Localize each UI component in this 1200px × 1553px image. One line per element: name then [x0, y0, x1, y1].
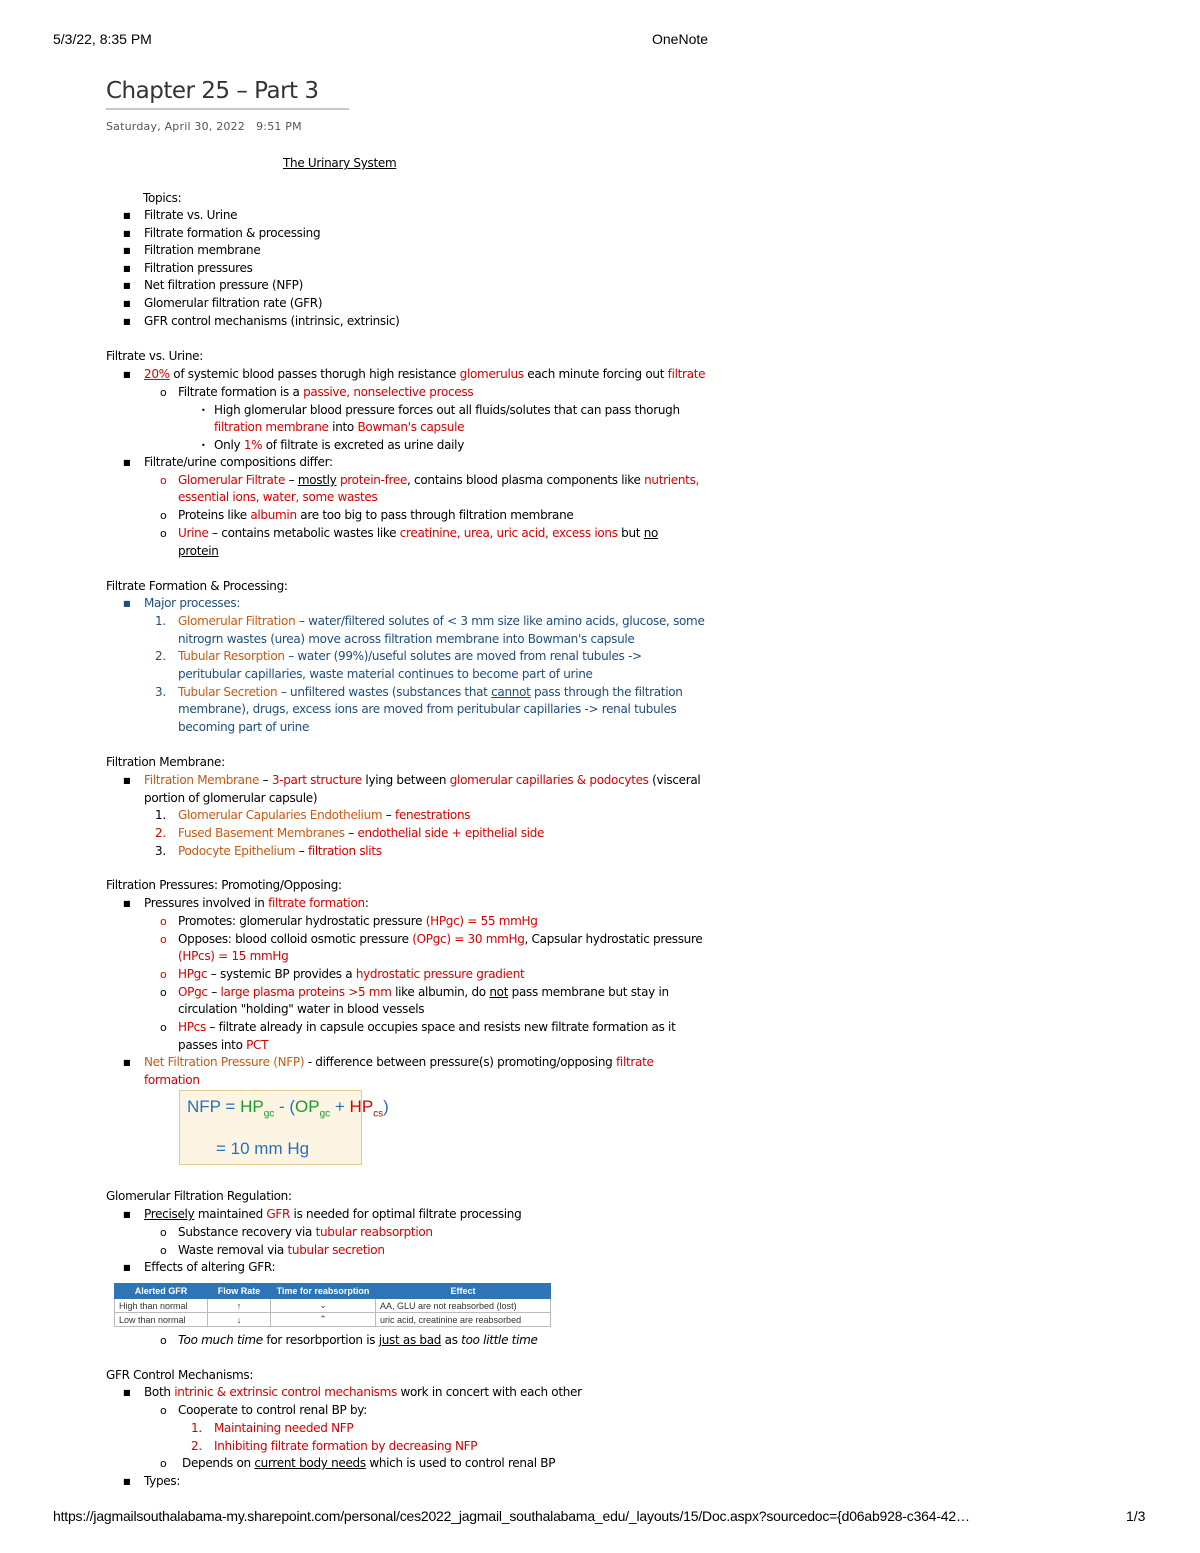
circle-bullet-icon: o — [160, 1244, 167, 1257]
table-header: Effect — [376, 1284, 551, 1299]
down-chevron-icon: ⌄ — [271, 1299, 376, 1313]
table-cell: AA, GLU are not reabsorbed (lost) — [376, 1299, 551, 1313]
list-item: 20% of systemic blood passes thorugh high resistance glomerulus each minute forcing out filtrate — [144, 367, 706, 381]
list-item-continued: filtration membrane into Bowman's capsule — [214, 420, 465, 434]
table-header: Flow Rate — [208, 1284, 271, 1299]
list-item: Only 1% of filtrate is excreted as urine daily — [214, 438, 465, 452]
circle-bullet-icon: o — [160, 509, 167, 522]
title-underline — [106, 108, 349, 110]
table-header-row — [115, 1284, 551, 1299]
subject-heading: The Urinary System — [283, 156, 397, 170]
bullet-icon: ■ — [123, 458, 131, 467]
list-item: Filtrate formation & processing — [144, 226, 321, 240]
print-url: https://jagmailsouthalabama-my.sharepoint.com/personal/ces2022_jagmail_southalabama_edu/_layouts/15/Doc.aspx?sourcedoc={d06ab928-c364-42… — [53, 1508, 970, 1524]
topics-heading: Topics: — [143, 191, 182, 205]
bullet-icon: ■ — [123, 229, 131, 238]
list-item: OPgc – large plasma proteins >5 mm like albumin, do not pass membrane but stay in — [178, 985, 669, 999]
list-item-continued: passes into PCT — [178, 1038, 269, 1052]
list-item: High glomerular blood pressure forces out all fluids/solutes that can pass thorugh — [214, 403, 680, 417]
list-item: Filtrate/urine compositions differ: — [144, 455, 333, 469]
list-item-continued: becoming part of urine — [178, 720, 310, 734]
list-item: Tubular Secretion – unfiltered wastes (substances that cannot pass through the filtration — [178, 685, 683, 699]
list-item-continued: (HPcs) = 15 mmHg — [178, 949, 289, 963]
bullet-icon: ■ — [123, 264, 131, 273]
print-page-number: 1/3 — [1126, 1508, 1146, 1524]
list-item: Pressures involved in filtrate formation: — [144, 896, 369, 910]
list-item: Both intrinic & extrinsic control mechanisms work in concert with each other — [144, 1385, 582, 1399]
list-item-continued: nitrogrn wastes (urea) move across filtration membrane into Bowman's capsule — [178, 632, 635, 646]
section-heading-filtration-pressures: Filtration Pressures: Promoting/Opposing: — [106, 878, 342, 892]
up-arrow-icon: ↑ — [208, 1299, 271, 1313]
list-item-continued: membrane), drugs, excess ions are moved from peritubular capillaries -> renal tubules — [178, 702, 677, 716]
list-item: Urine – contains metabolic wastes like creatinine, urea, uric acid, excess ions but no — [178, 526, 659, 540]
list-item: Major processes: — [144, 596, 241, 610]
table-cell: Low than normal — [115, 1313, 208, 1327]
list-item: Filtration membrane — [144, 243, 261, 257]
list-item: HPcs – filtrate already in capsule occupies space and resists new filtrate formation as it — [178, 1020, 676, 1034]
circle-bullet-icon: o — [160, 1226, 167, 1239]
list-number: 1. — [155, 808, 166, 822]
table-row — [115, 1299, 551, 1313]
list-item: Opposes: blood colloid osmotic pressure (OPgc) = 30 mmHg, Capsular hydrostatic pressure — [178, 932, 703, 946]
circle-bullet-icon: o — [160, 968, 167, 981]
list-item-continued: circulation "holding" water in blood vessels — [178, 1002, 425, 1016]
list-item: Net filtration pressure (NFP) — [144, 278, 303, 292]
list-item: Too much time for resorbportion is just as bad as too little time — [178, 1333, 538, 1347]
list-item: Glomerular Filtrate – mostly protein-free, contains blood plasma components like nutrients, — [178, 473, 700, 487]
list-item: Precisely maintained GFR is needed for optimal filtrate processing — [144, 1207, 522, 1221]
bullet-icon: ■ — [123, 1263, 131, 1272]
list-item-continued: protein — [178, 544, 219, 558]
table-header: Time for reabsorption — [271, 1284, 376, 1299]
bullet-icon: ■ — [123, 211, 131, 220]
list-item: Glomerular Capularies Endothelium – fenestrations — [178, 808, 471, 822]
list-item: HPgc – systemic BP provides a hydrostatic pressure gradient — [178, 967, 525, 981]
list-item: Glomerular Filtration – water/filtered solutes of < 3 mm size like amino acids, glucose, some — [178, 614, 705, 628]
list-item: Substance recovery via tubular reabsorption — [178, 1225, 433, 1239]
list-item-continued: formation — [144, 1073, 200, 1087]
list-item-continued: essential ions, water, some wastes — [178, 490, 378, 504]
bullet-icon: ■ — [123, 1058, 131, 1067]
section-heading-filtrate-vs-urine: Filtrate vs. Urine: — [106, 349, 203, 363]
page-date: Saturday, April 30, 2022 9:51 PM — [106, 120, 302, 133]
circle-bullet-icon: o — [160, 1021, 167, 1034]
bullet-icon: ■ — [123, 370, 131, 379]
list-number: 3. — [155, 844, 166, 858]
circle-bullet-icon: o — [160, 915, 167, 928]
bullet-icon: ■ — [123, 1477, 131, 1486]
bullet-icon: ■ — [123, 599, 131, 608]
bullet-icon: • — [201, 406, 206, 415]
bullet-icon: ■ — [123, 899, 131, 908]
circle-bullet-icon: o — [160, 1334, 167, 1347]
list-number: 1. — [191, 1421, 202, 1435]
nfp-formula-image — [179, 1090, 389, 1165]
list-item: Effects of altering GFR: — [144, 1260, 276, 1274]
bullet-icon: ■ — [123, 776, 131, 785]
list-item: Depends on current body needs which is used to control renal BP — [182, 1456, 556, 1470]
bullet-icon: • — [201, 441, 206, 450]
section-heading-filtration-membrane: Filtration Membrane: — [106, 755, 225, 769]
table-row — [115, 1313, 551, 1327]
bullet-icon: ■ — [123, 299, 131, 308]
circle-bullet-icon: o — [160, 933, 167, 946]
list-number: 1. — [155, 614, 166, 628]
list-item: Net Filtration Pressure (NFP) - difference between pressure(s) promoting/opposing filtrate — [144, 1055, 654, 1069]
list-item: Tubular Resorption – water (99%)/useful solutes are moved from renal tubules -> — [178, 649, 642, 663]
list-item: Podocyte Epithelium – filtration slits — [178, 844, 382, 858]
list-item: Fused Basement Membranes – endothelial side + epithelial side — [178, 826, 545, 840]
list-item: Cooperate to control renal BP by: — [178, 1403, 367, 1417]
circle-bullet-icon: o — [160, 474, 167, 487]
bullet-icon: ■ — [123, 246, 131, 255]
list-item: Filtration pressures — [144, 261, 253, 275]
circle-bullet-icon: o — [160, 1404, 167, 1417]
table-cell: High than normal — [115, 1299, 208, 1313]
table-header: Alerted GFR — [115, 1284, 208, 1299]
list-item: Promotes: glomerular hydrostatic pressure (HPgc) = 55 mmHg — [178, 914, 538, 928]
nfp-formula-line: NFP = $HP_{gc} - (OP_{gc} + HP_{cs})$ — [187, 1097, 389, 1120]
gfr-effects-table — [114, 1283, 551, 1327]
list-item: Maintaining needed NFP — [214, 1421, 354, 1435]
list-item: Types: — [144, 1474, 181, 1488]
list-item: GFR control mechanisms (intrinsic, extrinsic) — [144, 314, 400, 328]
section-heading-gfr-regulation: Glomerular Filtration Regulation: — [106, 1189, 292, 1203]
list-item: Filtrate formation is a passive, nonselective process — [178, 385, 474, 399]
print-datetime: 5/3/22, 8:35 PM — [53, 31, 152, 47]
list-item: Filtrate vs. Urine — [144, 208, 238, 222]
down-arrow-icon: ↓ — [208, 1313, 271, 1327]
nfp-result-line: = 10 mm Hg — [216, 1139, 310, 1158]
page-title: Chapter 25 – Part 3 — [106, 78, 319, 104]
circle-bullet-icon: o — [160, 386, 167, 399]
circle-bullet-icon: o — [160, 986, 167, 999]
up-chevron-icon: ⌃ — [271, 1313, 376, 1327]
bullet-icon: ■ — [123, 1388, 131, 1397]
list-item: Filtration Membrane – 3-part structure lying between glomerular capillaries & podocytes (visceral — [144, 773, 701, 787]
list-number: 2. — [155, 826, 166, 840]
circle-bullet-icon: o — [160, 527, 167, 540]
print-app-name: OneNote — [652, 31, 709, 47]
bullet-icon: ■ — [123, 281, 131, 290]
list-item-continued: peritubular capillaries, waste material continues to become part of urine — [178, 667, 593, 681]
list-item: Proteins like albumin are too big to pass through filtration membrane — [178, 508, 574, 522]
list-item: Waste removal via tubular secretion — [178, 1243, 385, 1257]
list-number: 2. — [191, 1439, 202, 1453]
table-cell: uric acid, creatinine are reabsorbed — [376, 1313, 551, 1327]
bullet-icon: ■ — [123, 1210, 131, 1219]
list-number: 3. — [155, 685, 166, 699]
section-heading-gfr-control: GFR Control Mechanisms: — [106, 1368, 254, 1382]
list-item-continued: portion of glomerular capsule) — [144, 791, 318, 805]
circle-bullet-icon: o — [160, 1457, 167, 1470]
bullet-icon: ■ — [123, 317, 131, 326]
section-heading-filtrate-formation: Filtrate Formation & Processing: — [106, 579, 288, 593]
list-number: 2. — [155, 649, 166, 663]
list-item: Glomerular filtration rate (GFR) — [144, 296, 323, 310]
list-item: Inhibiting filtrate formation by decreasing NFP — [214, 1439, 478, 1453]
